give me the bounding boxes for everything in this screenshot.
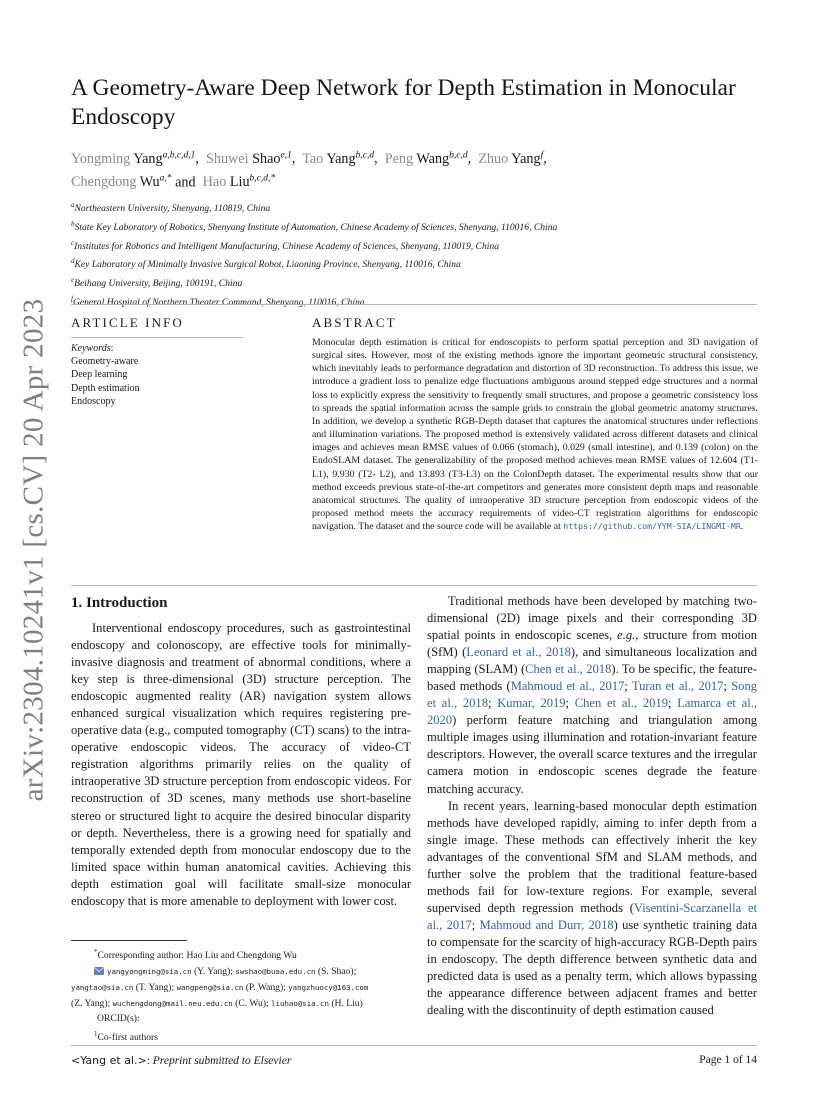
citation-link[interactable]: Mahmoud and Durr, 2018 (479, 917, 614, 932)
arxiv-identifier-text: arXiv:2304.10241v1 [cs.CV] 20 Apr 2023 (17, 298, 50, 802)
citation-link[interactable]: Song et al., 2018 (427, 679, 757, 711)
email-list: yangyongming@sia.cn (Y. Yang); swshao@buaa.edu.cn (S. Shao); (71, 964, 411, 980)
email-list-line: yangtao@sia.cn (T. Yang); wangpeng@sia.cn (P. Wang); yangzhuocy@163.com (71, 981, 369, 993)
author[interactable]: Tao Yang$^{b,c,d}$ (302, 150, 375, 167)
affiliation: $^c$Institutes for Robotics and Intelligent Manufacturing, Chinese Academy of Sciences, Shenyang, 110019, China (71, 238, 500, 252)
right-column (427, 593, 757, 1019)
keyword: Depth estimation (71, 382, 140, 394)
citation-link[interactable]: Kumar, 2019 (497, 696, 566, 711)
cofirst-note: $^1$Co-first authors (94, 1030, 158, 1044)
paper-title: A Geometry-Aware Deep Network for Depth Estimation in Monocular Endoscopy (71, 75, 736, 130)
keywords-label: Keywords (71, 343, 111, 354)
email-link[interactable]: wangpeng@sia.cn (176, 982, 244, 992)
affiliation: $^d$Key Laboratory of Minimally Invasive Surgical Robot, Liaoning Province, Shenyang, 110016, China (71, 257, 461, 271)
email-link[interactable]: wuchengdong@mail.neu.edu.cn (112, 998, 233, 1008)
author[interactable]: Zhuo Yang$^f$ (478, 150, 544, 167)
footnote-divider (71, 940, 187, 941)
affiliation: $^a$Northeastern University, Shenyang, 110819, China (71, 201, 271, 215)
citation-link[interactable]: Lamarca et al., 2020 (427, 696, 757, 728)
email-link[interactable]: yangtao@sia.cn (71, 982, 134, 992)
affiliation: $^e$Beihang University, Beijing, 100191, China (71, 276, 243, 290)
affiliations (71, 198, 771, 311)
author[interactable]: Chengdong $Wu^{a,*}$ (71, 173, 172, 191)
email-link[interactable]: yangyongming@sia.cn (107, 966, 192, 976)
email-link[interactable]: swshao@buaa.edu.cn (235, 966, 316, 976)
affiliation: $^f$General Hospital of Northern Theater Command, Shenyang, 110016, China (71, 294, 365, 309)
page-number: Page 1 of 14 (699, 1054, 757, 1066)
paragraph: Interventional endoscopy procedures, such as gastrointestinal endoscopy and colonoscopy, are effective tools for minimally-invasive diagnosis and treatment of abnormal conditions, where a key step is three-dimensional (3D) structure perception. The endoscopic augmented reality (AR) navigation system allows enhanced surgical visualization which requires registering pre-operative data (e.g., computed tomography (CT) scans) to the intra-operative endoscopic videos. The accuracy of video-CT registration algorithms primarily relies on the quality of intraoperative 3D structure perception from endoscopic videos. For reconstruction of 3D scenes, many methods use short-baseline stereo or structured light to acquire the desired binocular disparity or depth. Nevertheless, there is a growing need for spatially and temporally extended depth from monocular endoscopy due to the limited space within human anatomical cavities. Achieving this depth estimation goal will facilitate small-size monocular endoscopy that is more amenable to deployment with lower cost. (71, 621, 411, 908)
email-link[interactable]: yangzhuocy@163.com (288, 982, 369, 992)
author-list: Yongming Yang$^{a,b,c,d,1}$, Shuwei Shao$^{e,1}$, Tao Yang$^{b,c,d}$, Peng Wang$^{b,c,d}$, Zhuo Yang$^f$, Chengdong $Wu^{a,*}$ and Hao Liu$^{b,c,d,*}$ (71, 150, 547, 191)
citation-link[interactable]: Chen et al., 2019 (574, 696, 668, 711)
affiliation: $^b$State Key Laboratory of Robotics, Shenyang Institute of Automation, Chinese Academy of Sciences, Shenyang, 110016, China (71, 219, 558, 233)
email-list-line: (Z. Yang); wuchengdong@mail.neu.edu.cn (C. Wu); liuhao@sia.cn (H. Liu) (71, 997, 363, 1009)
email-link[interactable]: liuhao@sia.cn (271, 998, 329, 1008)
citation-link[interactable]: Mahmoud et al., 2017 (510, 679, 625, 694)
abstract-divider (71, 585, 757, 586)
citation-link[interactable]: Leonard et al., 2018 (466, 645, 571, 660)
corresponding-note: *Corresponding author: Hao Liu and Chengdong Wu (94, 948, 297, 962)
citation-link[interactable]: Chen et al., 2018 (525, 662, 612, 677)
orcid-note: ORCID(s): (97, 1013, 140, 1025)
paragraph: In recent years, learning-based monocular depth estimation methods have developed rapidly, aiming to infer depth from a single image. These methods can effectively inherit the key advantages of the conventional SfM and SLAM methods, and further solve the problem that the traditional feature-based methods fail for low-texture regions. For example, several supervised depth regression methods (Visentini-Scarzanella et al., 2017; Mahmoud and Durr, 2018) use synthetic training data to compensate for the scarcity of high-accuracy RGB-Depth pairs in endoscopy. The depth difference between synthetic data and predicted data is used as a penalty term, which allows bypassing the appearance difference between adjacent frames and better dealing with the discontinuity of depth estimation caused (427, 798, 758, 1018)
citation-link[interactable]: Turan et al., 2017 (631, 679, 724, 694)
abstract-text: Monocular depth estimation is critical for endoscopists to perform spatial perception and 3D navigation of surgical sites. However, most of the existing methods ignore the important geometric structural consistency, which inevitably leads to performance degradation and distortion of 3D reconstruction. To address this issue, we introduce a gradient loss to penalize edge fluctuations ambiguous around stepped edge structures and a normal loss to explicitly express the sensitivity to frequently small structures, and propose a geometric consistency loss to spreads the spatial information across the sample grids to constrain the global geometric anatomy structures. In addition, we develop a synthetic RGB-Depth dataset that captures the anatomical structures under reflections and illumination variations. The proposed method is extensively validated across different datasets and clinical images and achieves mean RMSE values of 0.066 (stomach), 0.029 (small intestine), and 0.139 (colon) on the EndoSLAM dataset. The generalizability of the proposed method achieves mean RMSE values of 12.604 (T1-L1), 9.930 (T2- L2), and 13.893 (T3-L3) on the ColonDepth dataset. The experimental results show that our method exceeds previous state-of-the-art competitors and generates more consistent depth maps and reasonable anatomical structures. The quality of intraoperative 3D structure perception from endoscopic videos of the proposed method meets the accuracy requirements of video-CT registration algorithms for endoscopic navigation. The dataset and the source code will be available at https://github.com/YYM-SIA/LINGMI-MR. (312, 337, 758, 533)
footer-divider (71, 1045, 757, 1046)
and-word: and (175, 174, 196, 191)
footnotes (71, 945, 411, 1046)
article-info-heading: ARTICLE INFO (71, 315, 184, 330)
section-heading: 1. Introduction (71, 595, 168, 611)
paragraph: Traditional methods have been developed by matching two-dimensional (2D) image pixels and their corresponding 3D spatial points in endoscopic scenes, e.g., structure from motion (SfM) (Leonard et al., 2018), and simultaneous localization and mapping (SLAM) (Chen et al., 2018). To be specific, the feature-based methods (Mahmoud et al., 2017; Turan et al., 2017; Song et al., 2018; Kumar, 2019; Chen et al., 2019; Lamarca et al., 2020) perform feature matching and triangulation among multiple images using illumination and rotation-invariant feature descriptors. However, the overall scarce textures and the irregular camera motion in endoscopic scenes degrade the feature matching accuracy. (427, 594, 758, 796)
keywords-block: Keywords: Geometry-aware Deep learning Depth estimation Endoscopy (71, 342, 241, 408)
author[interactable]: Yongming Yang$^{a,b,c,d,1}$ (71, 150, 196, 167)
footer-citation: <Yang et al.>: Preprint submitted to Elsevier (71, 1054, 292, 1067)
arxiv-identifier (17, 298, 50, 802)
email-icon (94, 967, 104, 975)
author[interactable]: Peng Wang$^{b,c,d}$ (384, 150, 468, 167)
left-column (71, 620, 411, 910)
author[interactable]: Hao Liu$^{b,c,d,*}$ (202, 173, 276, 191)
citation-link[interactable]: Visentini-Scarzanella et al., 2017 (427, 900, 757, 932)
source-code-link[interactable]: https://github.com/YYM-SIA/LINGMI-MR (563, 521, 741, 532)
keyword: Geometry-aware (71, 356, 139, 368)
author[interactable]: Shuwei Shao$^{e,1}$ (205, 150, 292, 167)
keyword: Deep learning (71, 369, 128, 381)
article-info-divider (71, 337, 243, 338)
abstract-heading: ABSTRACT (312, 315, 397, 330)
header-divider (71, 304, 757, 305)
keyword: Endoscopy (71, 395, 116, 407)
